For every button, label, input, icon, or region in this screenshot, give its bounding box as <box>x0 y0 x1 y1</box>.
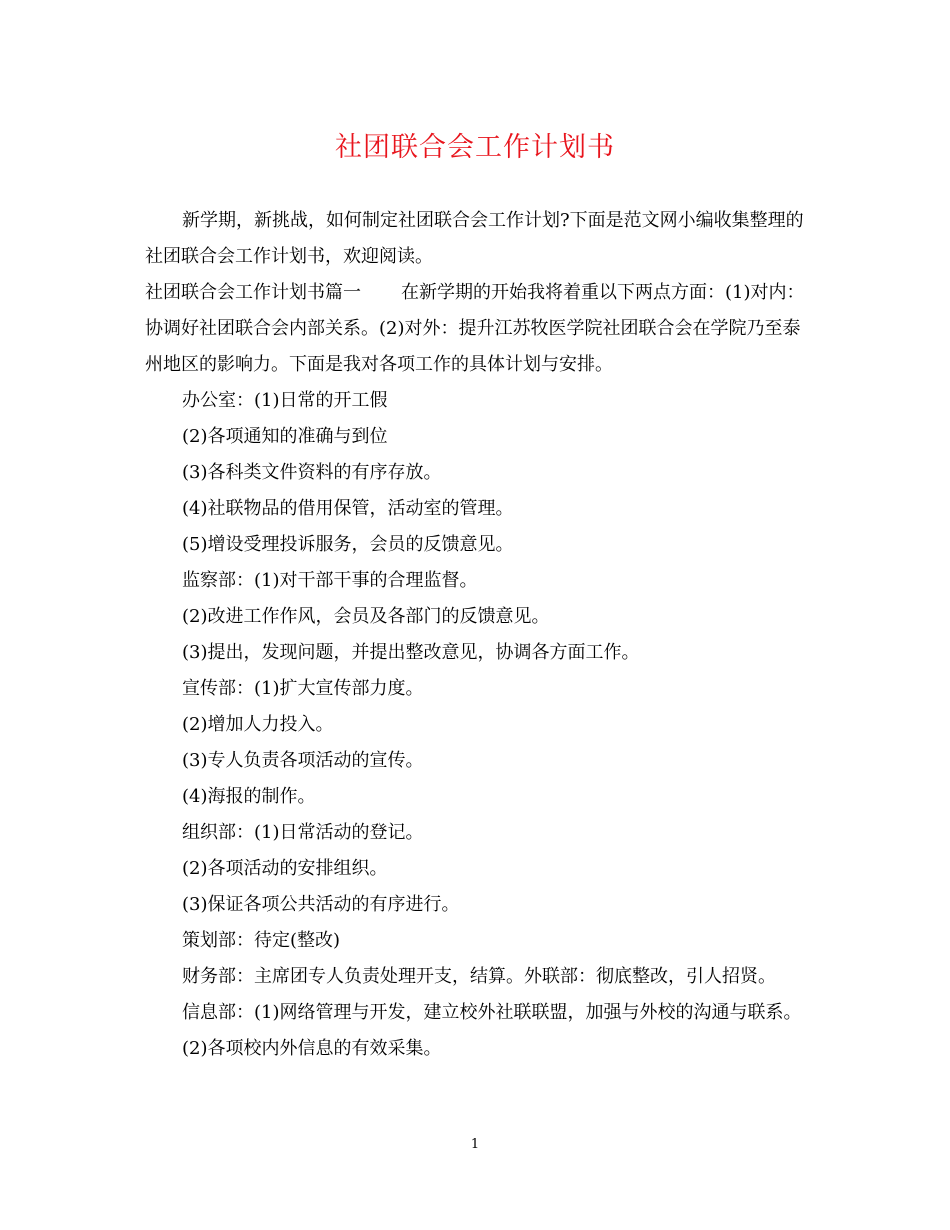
list-item: (4)社联物品的借用保管，活动室的管理。 <box>182 498 514 519</box>
section-intro: 在新学期的开始我将着重以下两点方面：(1)对内：协调好社团联合会内部关系。(2)对外：提升江苏牧医学院社团联合会在学院乃至泰州地区的影响力。下面是我对各项工作的具体计划与安排。 <box>145 282 805 375</box>
section-paragraph <box>145 275 805 383</box>
list-item: (3)专人负责各项活动的宣传。 <box>182 750 424 771</box>
list-item: (2)增加人力投入。 <box>182 714 334 735</box>
list-item: 宣传部：(1)扩大宣传部力度。 <box>182 678 424 699</box>
list-item: (3)保证各项公共活动的有序进行。 <box>182 894 460 915</box>
list-item: 组织部：(1)日常活动的登记。 <box>182 822 424 843</box>
list-item: (2)各项校内外信息的有效采集。 <box>182 1038 442 1059</box>
list-item: 监察部：(1)对干部干事的合理监督。 <box>182 570 478 591</box>
document-title: 社团联合会工作计划书 <box>335 132 615 163</box>
page-number: 1 <box>470 1137 480 1152</box>
list-item: (2)改进工作作风，会员及各部门的反馈意见。 <box>182 606 550 627</box>
list-item: 办公室：(1)日常的开工假 <box>182 390 388 411</box>
list-item: (4)海报的制作。 <box>182 786 316 807</box>
document-body <box>145 203 805 1067</box>
list-item: (5)增设受理投诉服务，会员的反馈意见。 <box>182 534 514 555</box>
list-item: (3)提出，发现问题，并提出整改意见，协调各方面工作。 <box>182 642 640 663</box>
section-title: 社团联合会工作计划书篇一 <box>145 282 361 303</box>
list-item: (2)各项通知的准确与到位 <box>182 426 388 447</box>
list-item: 信息部：(1)网络管理与开发，建立校外社联联盟，加强与外校的沟通与联系。 <box>182 1002 802 1023</box>
list-item: (3)各科类文件资料的有序存放。 <box>182 462 442 483</box>
list-item: 财务部：主席团专人负责处理开支，结算。外联部：彻底整改，引人招贤。 <box>182 966 776 987</box>
list-item: 策划部：待定(整改) <box>182 930 341 951</box>
list-item: (2)各项活动的安排组织。 <box>182 858 388 879</box>
intro-paragraph: 新学期，新挑战，如何制定社团联合会工作计划?下面是范文网小编收集整理的社团联合会工作计划书，欢迎阅读。 <box>145 210 804 267</box>
